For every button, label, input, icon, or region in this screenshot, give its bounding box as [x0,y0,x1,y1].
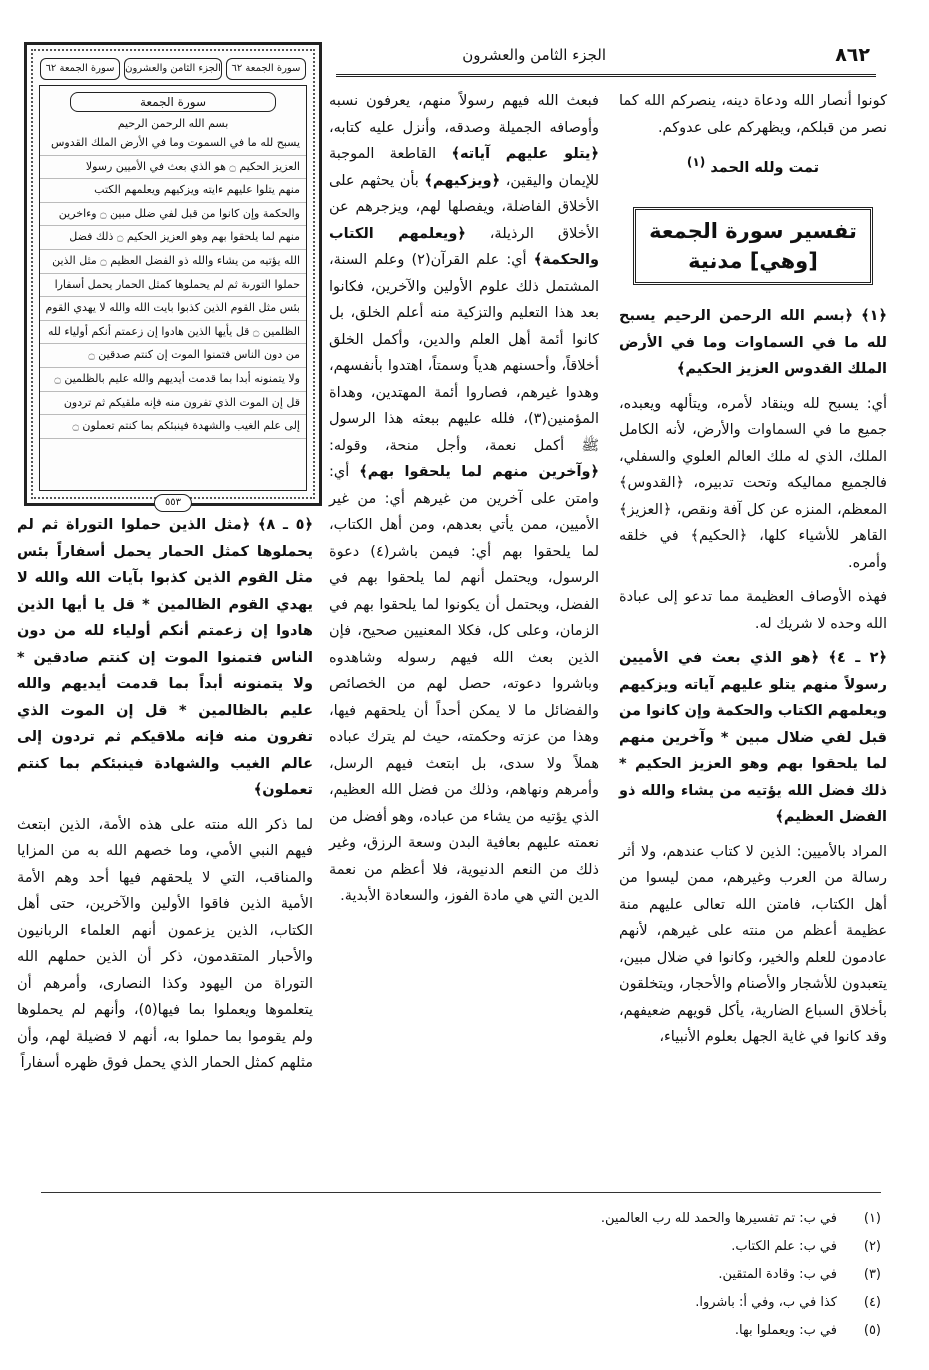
middle-column [329,88,599,918]
mushaf-line: من دون الناس فتمنوا الموت إن كنتم صدقين ۝ [40,344,306,368]
mushaf-line: قل إن الموت الذي تفرون منه فإنه ملقيكم ثم تردون [40,392,306,416]
mushaf-line: حملوا التورىة ثم لم يحملوها كمثل الحمار يحمل أسفارا [40,274,306,298]
mid-quote-c: ﴿ويعلمهم الكتاب والحكمة﴾ [329,225,600,268]
footnote [41,1289,881,1317]
footnote [41,1261,881,1289]
mushaf-line: بئس مثل القوم الذين كذبوا بايت الله والله لا يهدي القوم [40,297,306,321]
mid-quote-b: ﴿ويزكيهم﴾ [424,172,501,189]
footnote-number: (٣) [863,1267,881,1282]
mid-text-a: فبعث الله فيهم رسولاً منهم، يعرفون نسبه وأوصافه الجميلة وصدقه، وأنزل عليه كتابه، [329,93,599,136]
mushaf-line: الله يؤتيه من يشاء والله ذو الفضل العظيم ۝ مثل الذين [40,250,306,274]
verse-5-8-text: ﴿مثل الذين حملوا التوراة ثم لم يحملوها كمثل الحمار يحمل أسفاراً بئس مثل القوم الذين كذبوا بآيات الله والله لا يهدي القوم الظالمين * قل يا أيها الذين هادوا إن زعمتم أنكم أولياء لله من دون الناس فتمنوا الموت إن كنتم صادقين * ولا يتمنونه أبداً بما قدمت أيديهم والله عليم بالظالمين * قل إن الموت الذي تفرون منه فإنه ملاقيكم ثم تردون إلى عالم الغيب والشهادة فينبئكم بما كنتم تعملون﴾ [17,517,313,798]
footnote-number: (٢) [863,1239,881,1254]
mid-text-e: أي: وامتن على آخرين من غيرهم أي: من غير الأميين، ممن يأتي بعدهم، ومن أهل الكتاب، لما يلحقوا بهم أي: فيمن باشر(٤) دعوة الرسول، ويحتمل أنهم لما يلحقوا بهم في الفضل، ويحتمل أن يكونوا لما يلحقوا بهم في الزمان، وعلى كل، فكلا المعنيين صحيح، فإن الذين بعث الله فيهم رسوله وشاهدوه وباشروا دعوته، حصل لهم من الخصائص والفضائل ما لا يمكن أحداً أن يلحقهم فيها، وهذا من عزته وحكمته، حيث لم يترك عباده هملاً ولا سدى، بل ابتعث فيهم الرسل، وأمرهم ونهاهم، وذلك من فضل الله العظيم، الذي يؤتيه من يشاء من عباده، وهو أفضل من نعمته عليهم بعافية البدن وسعة الرزق، وغير ذلك من النعم الدنيوية، فلا أعظم من نعمة الدين التي هي مادة الفوز، والسعادة الأبدية. [329,464,600,904]
footnote [41,1233,881,1261]
footnote [41,1317,881,1345]
mushaf-basmala: بسم الله الرحمن الرحيم [117,117,229,130]
footnote-text: كذا في ب، وفي أ: باشروا. [695,1295,837,1310]
footnotes [41,1192,881,1345]
mushaf-strip-mid: الجزء الثامن والعشرون [124,58,222,80]
footnote-text: في ب: علم الكتاب. [731,1239,837,1254]
page-number: ٨٦٢ [835,44,870,66]
mushaf-line: إلى علم الغيب والشهدة فينبئكم بما كنتم تعملون ۝ [40,415,306,439]
mushaf-line: ولا يتمنونه أبدا بما قدمت أيديهم والله عليم بالظلمين ۝ [40,368,306,392]
footnote-number: (١) [863,1211,881,1226]
mushaf-header-strip [40,58,306,80]
surah-title-box [633,207,873,285]
verse-1 [619,303,887,383]
mushaf-line: منهم يتلوا عليهم ءايته ويزكيهم ويعلمهم الكتب [40,179,306,203]
mid-text-d: أي: علم القرآن(٢) وعلم السنة، المشتمل ذلك علوم الأولين والآخرين، فكانوا بعد هذا التعليم والتزكية منه أعلم الخلق، بل كانوا أئمة أهل العلم والدين، وأكمل الخلق أخلاقاً، وأحسنهم هدياً وسمتاً، اهتدوا بأنفسهم، وهدوا غيرهم، فصاروا أئمة المهتدين، وهداة المؤمنين(٣)، فلله عليهم ببعثه هذا الرسول ﷺ أكمل نعمة، وأجل منحة، وقوله: [329,252,599,454]
mushaf-strip-left: سورة الجمعة ٦٢ [40,58,120,80]
right-column [619,88,887,1059]
signoff-text: تمت ولله الحمد [710,159,820,176]
verse-2-4 [619,645,887,831]
middle-paragraph [329,88,599,910]
verse-2-4-text: ﴿هو الذي بعث في الأميين رسولاً منهم يتلو عليهم آياته ويزكيهم ويعلمهم الكتاب والحكمة وإن كانوا من قبل لفي ضلال مبين * وآخرين منهم لما يلحقوا بهم وهو العزيز الحكيم * ذلك فضل الله يؤتيه من يشاء والله ذو الفضل العظيم﴾ [619,650,887,826]
mushaf-page-badge: ٥٥٣ [154,494,192,512]
left-column [17,512,313,1085]
footnote-number: (٤) [863,1295,881,1310]
intro-text: كونوا أنصار الله ودعاة دينه، ينصركم الله كما نصر من قبلكم، ويظهركم على عدوكم. [619,93,887,136]
signoff [619,149,887,181]
verse-5-8 [17,512,313,804]
mid-quote-d: ﴿وآخرين منهم لما يلحقوا بهم﴾ [359,464,600,480]
mushaf-line: العزيز الحكيم ۝ هو الذي بعث في الأميين رسولا [40,156,306,180]
mushaf-line: والحكمة وإن كانوا من قبل لفي ضلل مبين ۝ وءاخرين [40,203,306,227]
footnote-number: (٥) [863,1323,881,1338]
mushaf-line: منهم لما يلحقوا بهم وهو العزيز الحكيم ۝ ذلك فضل [40,226,306,250]
verse-1-text: ﴿بسم الله الرحمن الرحيم يسبح لله ما في السماوات وما في الأرض الملك القدوس العزيز الحكيم﴾ [619,308,887,378]
surah-type: [وهي] مدنية [688,249,818,274]
footnote [41,1205,881,1233]
footnote-text: في ب: وقادة المتقين. [718,1267,837,1282]
footnote-text: في ب: ويعملوا بها. [734,1323,837,1338]
mid-text-b: القاطعة الموجبة للإيمان واليقين، [329,146,600,189]
signoff-footnote-ref: (١) [686,155,706,169]
mushaf-strip-right: سورة الجمعة ٦٢ [226,58,306,80]
verse-1-tafsir: أي: يسبح لله وينقاد لأمره، ويتألهه ويعبده، جميع ما في السماوات والأرض، لأنه الكامل الملك، الذي له ملك العالم العلوي والسفلي، فالجميع مماليكه وتحت تدبيره، ﴿القدوس﴾ المعظم، المنزه عن كل آفة ونقص، ﴿العزيز﴾ القاهر للأشياء كلها، ﴿الحكيم﴾ في خلقه وأمره. [619,395,887,571]
mushaf-line: يسبح لله ما في السموت وما في الأرض الملك القدوس [40,132,306,156]
mid-text-c: بأن يحثهم على الأخلاق الفاضلة، ويفصلها لهم، ويزجرهم عن الأخلاق الرذيلة، [329,172,600,242]
summary-text: فهذه الأوصاف العظيمة مما تدعو إلى عبادة الله وحده لا شريك له. [619,589,887,632]
mushaf-inner [39,63,307,508]
mushaf-line: الظلمين ۝ قل يأيها الذين هادوا إن زعمتم أنكم أولياء لله [40,321,306,345]
verse-2-4-tafsir: المراد بالأميين: الذين لا كتاب عندهم، ولا أثر رسالة من العرب وغيرهم، ممن ليسوا من أهل الكتاب، فامتن الله تعالى عليهم منة عظيمة أعظم من منته على غيرهم، لأنهم عادمون للعلم والخير، وكانوا في ضلال مبين، يتعبدون للأشجار والأصنام والأحجار، ويتخلقون بأخلاق السباع الضارية، يأكل قويهم ضعيفهم، وقد كانوا في غاية الجهل بعلوم الأنبياء، [619,843,887,1046]
verse-2-4-ref: ﴿٢ ـ ٤﴾ [828,650,887,667]
verse-5-8-tafsir: لما ذكر الله منته على هذه الأمة، الذين ابتعث فيهم النبي الأمي، وما خصهم الله به من المزايا والمناقب، التي لا يلحقهم فيها أحد وهم الأمة الأمية الذين فاقوا الأولين والآخرين، حتى أهل الكتاب، الذين يزعمون أنهم العلماء الربانيون والأحبار المتقدمون، ذكر أن الذين حملهم الله التوراة من اليهود وكذا النصارى، وأمرهم أن يتعلموها ويعملوا بما فيها(٥)، وأنهم لم يحملوها ولم يقوموا بما حملوا به، أنهم لا فضيلة لهم، وأن مثلهم كمثل الحمار الذي يحمل فوق ظهره أسفاراً [17,816,313,1071]
footnote-text: في ب: تم تفسيرها والحمد لله رب العالمين. [600,1211,837,1226]
verse-1-ref: ﴿١﴾ [861,308,887,325]
juz-title: الجزء الثامن والعشرون [462,46,606,64]
mid-quote-a: ﴿يتلو عليهم آياته﴾ [451,146,600,162]
page-header [336,40,876,77]
mushaf-page-frame [24,42,322,506]
mushaf-surah-banner: سورة الجمعة [70,92,276,112]
surah-title: تفسير سورة الجمعة [649,219,857,244]
verse-5-8-ref: ﴿٥ ـ ٨﴾ [257,517,313,533]
